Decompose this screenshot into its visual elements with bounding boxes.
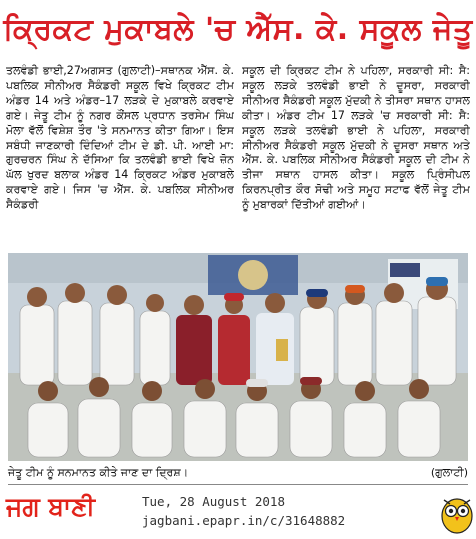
photo-caption: ਜੇਤੂ ਟੀਮ ਨੂੰ ਸਨਮਾਨਤ ਕੀਤੇ ਜਾਣ ਦਾ ਦ੍ਰਿਸ਼। [8, 466, 189, 479]
team-photo-illustration [8, 253, 468, 461]
headline-text: ਕ੍ਰਿਕਟ ਮੁਕਾਬਲੇ 'ਚ ਐੱਸ. ਕੇ. ਸਕੂਲ ਜੇਤੂ [3, 11, 473, 47]
edition-date: Tue, 28 August 2018 [142, 494, 285, 509]
article-body [6, 64, 470, 250]
brand-logo: ਜਗ ਬਾਣੀ [6, 492, 95, 521]
owl-mascot-icon [440, 494, 474, 534]
photo-caption-row [8, 462, 468, 485]
article-column-2: ਸਕੂਲ ਦੀ ਕ੍ਰਿਕਟ ਟੀਮ ਨੇ ਪਹਿਲਾ, ਸਰਕਾਰੀ ਸੀ: ਸੈ: ਸਕੂਲ ਲੜਕੇ ਤਲਵੰਡੀ ਭਾਈ ਨੇ ਦੂਸਰਾ, ਸਰਕਾਰੀ ਸੀਨੀਅਰ ਸੈਕੰਡਰੀ ਸਕੂਲ ਮੁੱਦਕੀ ਨੇ ਤੀਸਰਾ ਸਥਾਨ ਹਾਸਲ ਕੀਤਾ। ਅੰਡਰ ਟੀਮ 17 ਲੜਕੇ 'ਚ ਸਰਕਾਰੀ ਸੀ: ਸੈ: ਸਕੂਲ ਲੜਕੇ ਤਲਵੰਡੀ ਭਾਈ ਨੇ ਪਹਿਲਾ, ਸਰਕਾਰੀ ਸੀਨੀਅਰ ਸੈਕੰਡਰੀ ਸਕੂਲ ਮੁੱਦਕੀ ਨੇ ਦੂਸਰਾ ਸਥਾਨ ਅਤੇ ਐੱਸ. ਕੇ. ਪਬਲਿਕ ਸੀਨੀਅਰ ਸੈਕੰਡਰੀ ਸਕੂਲ ਦੀ ਟੀਮ ਨੇ ਤੀਜਾ ਸਥਾਨ ਹਾਸਲ ਕੀਤਾ। ਸਕੂਲ ਪ੍ਰਿੰਸੀਪਲ ਕਿਰਨਪ੍ਰੀਤ ਕੌਰ ਸੋਢੀ ਅਤੇ ਸਮੂਹ ਸਟਾਫ ਵੱਲੋਂ ਜੇਤੂ ਟੀਮ ਨੂੰ ਮੁਬਾਰਕਾਂ ਦਿੱਤੀਆਂ ਗਈਆਂ। [242, 64, 470, 212]
footer [0, 490, 476, 539]
edition-meta [142, 492, 345, 530]
photo-credit: (ਗੁਲਾਟੀ) [430, 466, 468, 479]
team-photo [8, 253, 468, 461]
headline [0, 0, 476, 58]
edition-url[interactable]: jagbani.epapr.in/c/31648882 [142, 513, 346, 528]
article-column-1: ਤਲਵੰਡੀ ਭਾਈ,27ਅਗਸਤ (ਗੁਲਾਟੀ)–ਸਥਾਨਕ ਐੱਸ. ਕੇ. ਪਬਲਿਕ ਸੀਨੀਅਰ ਸੈਕੰਡਰੀ ਸਕੂਲ ਵਿਖੇ ਕ੍ਰਿਕਟ ਟੀਮ ਅੰਡਰ 14 ਅਤੇ ਅੰਡਰ–17 ਲੜਕੇ ਦੇ ਮੁਕਾਬਲੇ ਕਰਵਾਏ ਗਏ। ਜੇਤੂ ਟੀਮ ਨੂੰ ਨਗਰ ਕੌਂਸਲ ਪ੍ਰਧਾਨ ਤਰਸੇਮ ਸਿੰਘ ਮੋਲਾ ਵੱਲੋਂ ਵਿਸ਼ੇਸ਼ ਤੌਰ 'ਤੇ ਸਨਮਾਨਤ ਕੀਤਾ ਗਿਆ। ਇਸ ਸਬੰਧੀ ਜਾਣਕਾਰੀ ਦਿੰਦਿਆਂ ਟੀਮ ਦੇ ਡੀ. ਪੀ. ਆਈ ਮਾ: ਗੁਰਚਰਨ ਸਿੰਘ ਨੇ ਦੱਸਿਆ ਕਿ ਤਲਵੰਡੀ ਭਾਈ ਵਿਖੇ ਜ਼ੋਨ ਘੱਲ ਖੁਰਦ ਬਲਾਕ ਅੰਡਰ 14 ਕ੍ਰਿਕਟ ਅੰਡਰ ਮੁਕਾਬਲੇ ਕਰਵਾਏ ਗਏ। ਜਿਸ 'ਚ ਐੱਸ. ਕੇ. ਪਬਲਿਕ ਸੀਨੀਅਰ ਸੈਕੰਡਰੀ [6, 64, 234, 212]
